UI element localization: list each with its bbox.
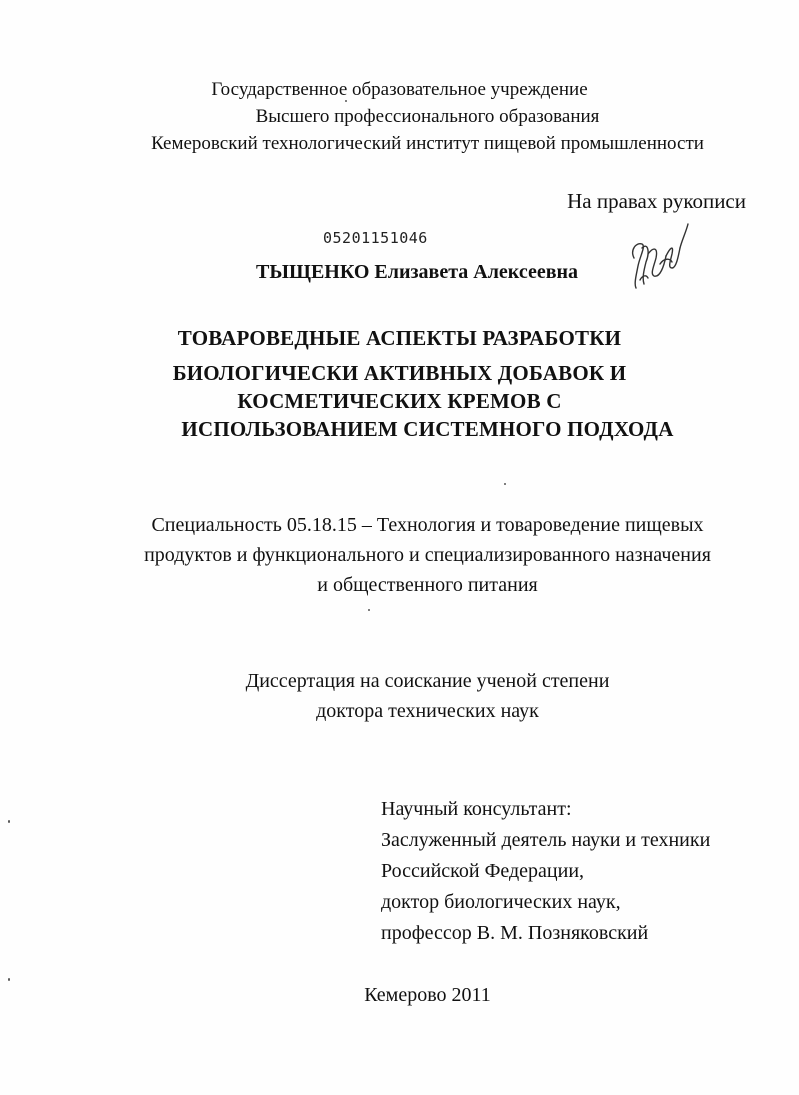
signature-icon: [620, 218, 700, 298]
scan-speck: [8, 820, 10, 823]
dissertation-title-line-2: БИОЛОГИЧЕСКИ АКТИВНЫХ ДОБАВОК И: [172, 361, 627, 385]
specialty-line-1: Специальность 05.18.15 – Технология и товароведение пищевых: [151, 514, 704, 536]
city-year: Кемерово 2011: [364, 984, 491, 1006]
specialty-line-2: продуктов и функционального и специализированного назначения: [144, 544, 711, 566]
degree-line-2: доктора технических наук: [316, 700, 539, 722]
manuscript-note: На правах рукописи: [567, 189, 746, 213]
consultant-name: профессор В. М. Позняковский: [381, 922, 649, 944]
consultant-degree: доктор биологических наук,: [381, 891, 621, 913]
scan-speck: [345, 100, 347, 102]
scan-speck: [504, 483, 506, 485]
dissertation-title-line-4: ИСПОЛЬЗОВАНИЕМ СИСТЕМНОГО ПОДХОДА: [181, 417, 674, 441]
registration-code: 05201151046: [323, 229, 428, 247]
author-name: ТЫЩЕНКО Елизавета Алексеевна: [256, 261, 579, 283]
consultant-label: Научный консультант:: [381, 798, 572, 820]
dissertation-title-line-1: ТОВАРОВЕДНЫЕ АСПЕКТЫ РАЗРАБОТКИ: [177, 326, 622, 350]
consultant-title-line-2: Российской Федерации,: [381, 860, 585, 882]
consultant-title-line-1: Заслуженный деятель науки и техники: [381, 829, 711, 851]
degree-line-1: Диссертация на соискание ученой степени: [245, 670, 610, 692]
dissertation-title-line-3: КОСМЕТИЧЕСКИХ КРЕМОВ С: [237, 389, 562, 413]
institution-line-1: Государственное образовательное учреждение: [211, 79, 588, 100]
scan-speck: [368, 609, 370, 611]
specialty-line-3: и общественного питания: [317, 574, 538, 596]
institution-line-3: Кемеровский технологический институт пищевой промышленности: [151, 133, 704, 154]
scan-speck: [8, 978, 10, 981]
institution-line-2: Высшего профессионального образования: [255, 106, 600, 127]
